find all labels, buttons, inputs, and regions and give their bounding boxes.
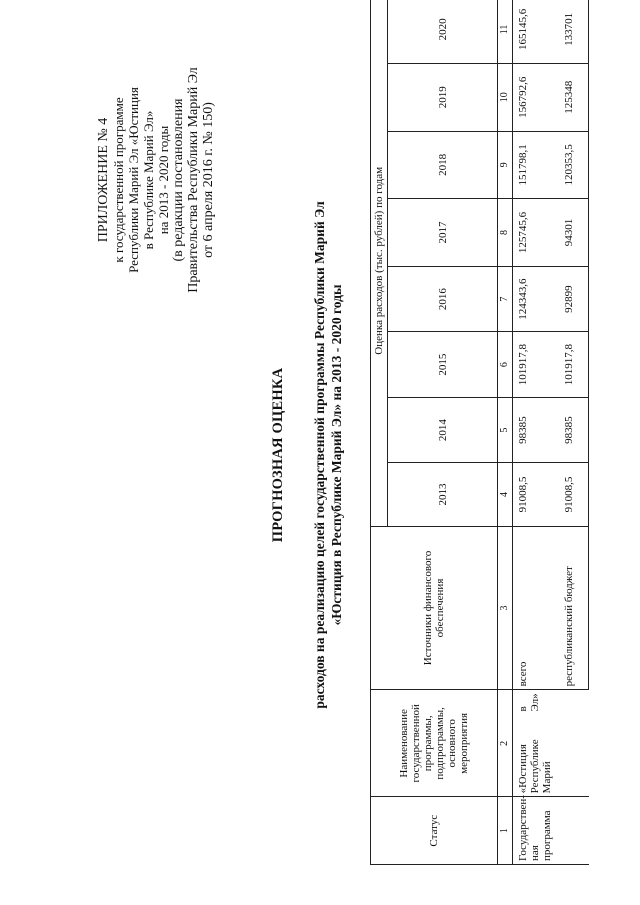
- column-number: 6: [498, 332, 513, 397]
- header-name: Наименование государственной программы, подпрограммы, основного мероприятия: [371, 690, 498, 797]
- row-value: 120353,5: [551, 131, 589, 199]
- row-value: 156792,6: [513, 63, 551, 131]
- row-source: республиканский бюджет: [551, 526, 589, 690]
- header-year: 2013: [388, 463, 498, 526]
- row-value: 101917,8: [513, 332, 551, 397]
- header-estimate: Оценка расходов (тыс. рублей) по годам: [371, 0, 388, 526]
- column-number: 11: [498, 0, 513, 63]
- appendix-line: Республики Марий Эл «Юстиция: [126, 87, 141, 273]
- header-year: 2017: [388, 199, 498, 267]
- row-value: 125348: [551, 63, 589, 131]
- row-value: 125745,6: [513, 199, 551, 267]
- row-value: 98385: [551, 397, 589, 462]
- column-number: 10: [498, 63, 513, 131]
- column-number: 1: [498, 797, 513, 865]
- appendix-line: от 6 апреля 2016 г. № 150): [201, 102, 216, 258]
- column-number-row: [498, 0, 513, 865]
- appendix-number: ПРИЛОЖЕНИЕ № 4: [96, 117, 111, 243]
- subtitle-line-1: расходов на реализацию целей государственной программы Республики Марий Эл: [312, 201, 327, 709]
- column-number: 4: [498, 463, 513, 526]
- subtitle-line-2: «Юстиция в Республике Марий Эл» на 2013 - 2020 годы: [329, 284, 344, 626]
- row-name-right: в Эл»: [517, 693, 541, 712]
- header-status: Статус: [371, 797, 498, 865]
- header-year: 2014: [388, 397, 498, 462]
- column-number: 5: [498, 397, 513, 462]
- row-source: всего: [513, 526, 551, 690]
- column-number: 8: [498, 199, 513, 267]
- header-year: 2019: [388, 63, 498, 131]
- appendix-line: в Республике Марий Эл»: [141, 110, 156, 250]
- row-value: 133701: [551, 0, 589, 63]
- table-header-row: [371, 0, 388, 865]
- document-title: ПРОГНОЗНАЯ ОЦЕНКА: [270, 367, 286, 543]
- header-year: 2018: [388, 131, 498, 199]
- row-value: 101917,8: [551, 332, 589, 397]
- appendix-block: [96, 15, 216, 345]
- row-value: 91008,5: [551, 463, 589, 526]
- header-year: 2020: [388, 0, 498, 63]
- column-number: 7: [498, 266, 513, 331]
- budget-table: [370, 0, 589, 865]
- header-year: 2016: [388, 266, 498, 331]
- row-name: [513, 690, 589, 797]
- header-source: Источники финансового обеспечения: [371, 526, 498, 690]
- document-subtitle: [311, 65, 345, 845]
- row-name-left: «Юстиция Республике Марий: [517, 739, 553, 794]
- row-value: 151798,1: [513, 131, 551, 199]
- row-status: Государствен-ная программа: [513, 797, 589, 865]
- column-number: 2: [498, 690, 513, 797]
- column-number: 9: [498, 131, 513, 199]
- row-value: 92899: [551, 266, 589, 331]
- table-row: [513, 0, 551, 865]
- row-value: 98385: [513, 397, 551, 462]
- row-value: 124343,6: [513, 266, 551, 331]
- row-value: 165145,6: [513, 0, 551, 63]
- title-block: [270, 65, 345, 845]
- appendix-line: к государственной программе: [111, 97, 126, 263]
- header-year: 2015: [388, 332, 498, 397]
- column-number: 3: [498, 526, 513, 690]
- row-value: 91008,5: [513, 463, 551, 526]
- appendix-line: (в редакции постановления: [171, 98, 186, 262]
- row-value: 94301: [551, 199, 589, 267]
- appendix-line: на 2013 - 2020 годы: [156, 125, 171, 235]
- appendix-line: Правительства Республики Марий Эл: [186, 67, 201, 293]
